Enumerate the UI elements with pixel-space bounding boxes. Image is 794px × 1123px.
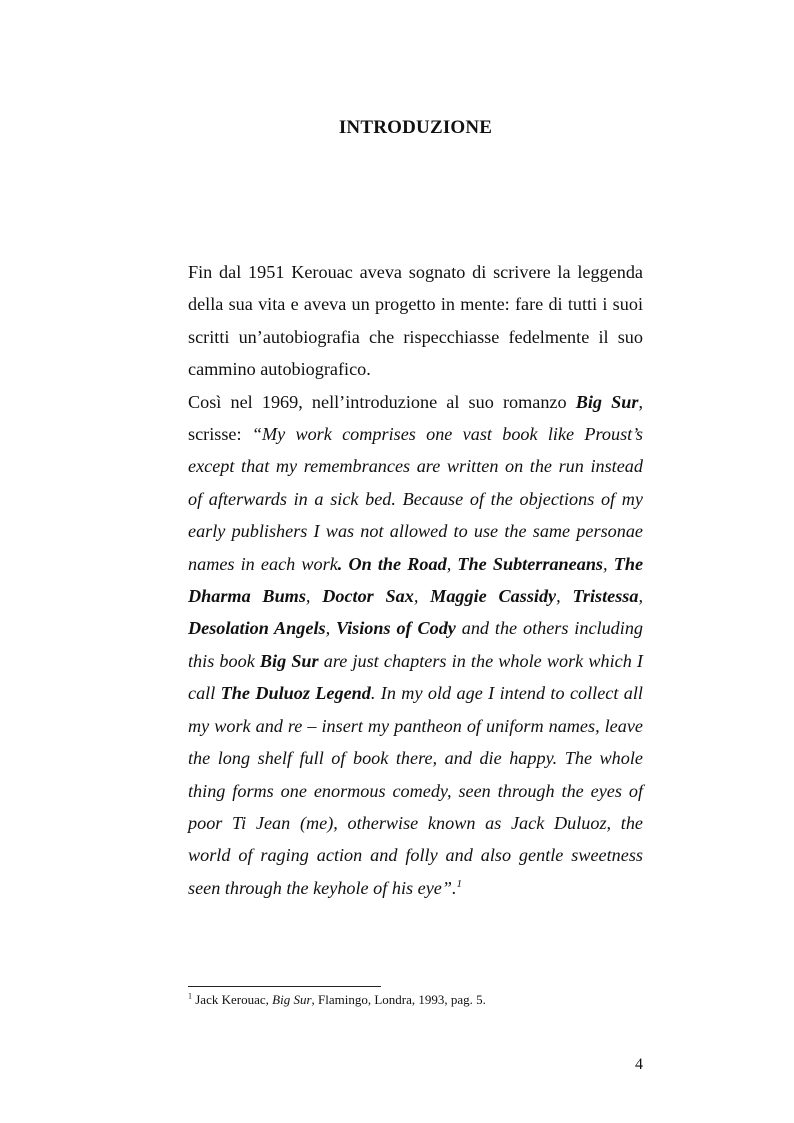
book-title-maggie-cassidy: Maggie Cassidy: [430, 586, 557, 607]
separator: ,: [603, 553, 614, 574]
paragraph-intro: Fin dal 1951 Kerouac aveva sognato di scrivere la leggenda della sua vita e aveva un progetto in mente: fare di tutti i suoi scritti un’autobiografia che rispecchiasse fedelmente il suo cammino autobiografico.: [188, 262, 643, 380]
footnote: [188, 992, 486, 1008]
footnote-reference: 1: [456, 877, 463, 890]
book-title-subterraneans: The Subterraneans: [457, 553, 604, 574]
comma: ,: [638, 391, 643, 412]
separator: ,: [325, 618, 336, 639]
book-title-visions-of-cody: Visions of Cody: [336, 618, 456, 639]
quote-part-3: are just chapters in the whole work which I call: [188, 650, 643, 704]
book-title-tristessa: Tristessa: [572, 586, 639, 607]
quote-part-4: . In my old age I intend to collect all my work and re – insert my pantheon of uniform names, leave the long shelf full of book there, and die happy. The whole thing forms one enormous comedy, seen through the eyes of poor Ti Jean (me), otherwise known as Jack Duluoz, the world of raging action and folly and also gentle sweetness seen through the keyhole of his eye”.: [188, 683, 643, 898]
separator: ,: [638, 586, 644, 607]
footnote-divider: [188, 986, 381, 987]
book-title-big-sur-2: Big Sur: [259, 650, 319, 671]
paragraph-lead: Così nel 1969, nell’introduzione al suo romanzo: [188, 391, 576, 412]
paragraph-quote: [188, 386, 643, 905]
quote-part-2: and the others including this book: [188, 618, 644, 671]
book-title-on-the-road: . On the Road: [337, 553, 447, 574]
book-title-duluoz-legend: The Duluoz Legend: [220, 683, 371, 704]
page-number: 4: [635, 1056, 643, 1073]
separator: ,: [446, 553, 458, 574]
footnote-title: Big Sur: [272, 992, 312, 1007]
separator: ,: [413, 586, 431, 607]
separator: ,: [305, 586, 323, 607]
chapter-title: INTRODUZIONE: [338, 117, 493, 138]
body-text: [188, 256, 643, 904]
scrisse-text: scrisse:: [188, 424, 252, 445]
footnote-marker: 1: [188, 991, 192, 1001]
book-title-doctor-sax: Doctor Sax: [322, 586, 414, 607]
book-title-desolation-angels: Desolation Angels: [188, 618, 326, 639]
footnote-author: Jack Kerouac,: [192, 992, 273, 1007]
book-title-dharma-bums: The Dharma Bums: [188, 553, 644, 607]
separator: ,: [556, 586, 573, 607]
book-title-big-sur: Big Sur: [575, 391, 639, 412]
footnote-details: , Flamingo, Londra, 1993, pag. 5.: [311, 992, 486, 1007]
quote-part-1: “My work comprises one vast book like Proust’s except that my remembrances are written on the run instead of afterwards in a sick bed. Because of the objections of my early publishers I was not allowed to use the same personae names in each work: [188, 424, 644, 574]
